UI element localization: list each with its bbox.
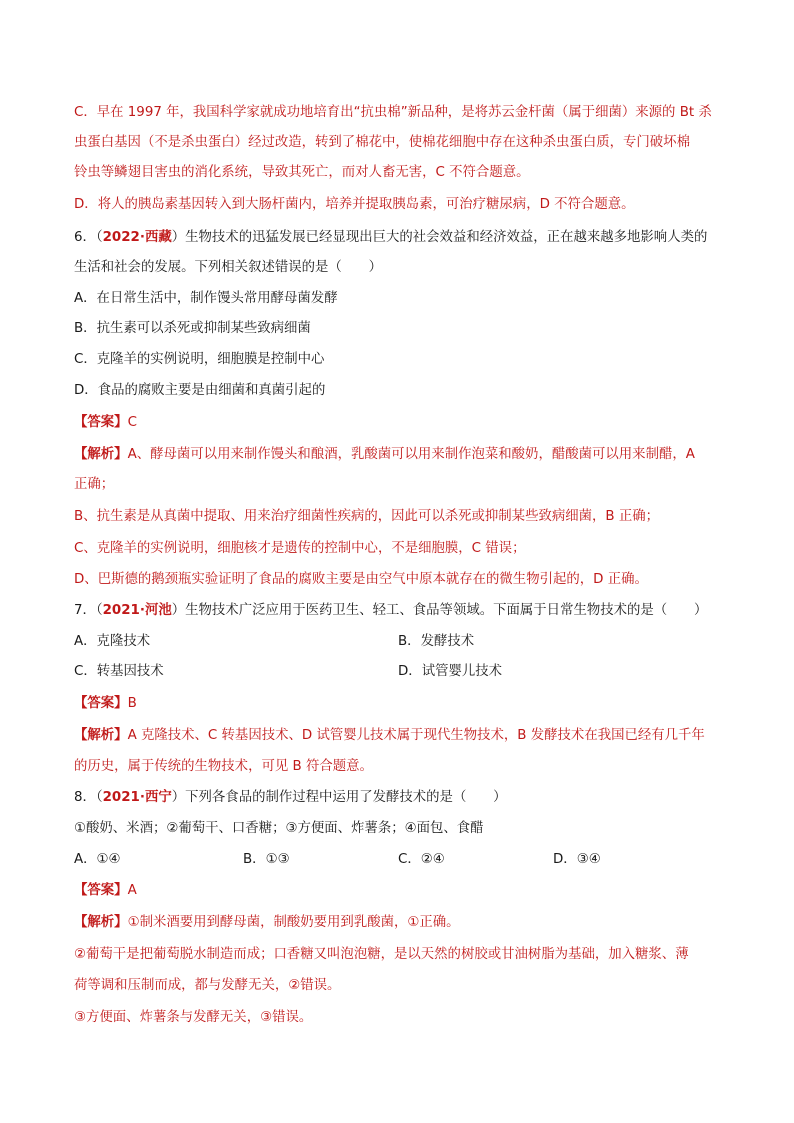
q6-source: 2022·西藏: [102, 230, 172, 245]
q6-answer: [74, 413, 137, 433]
q7-analysis-line1: [74, 726, 705, 746]
q7-analysis-line2: 的历史，属于传统的生物技术，可见 B 符合题意。: [74, 759, 373, 774]
q8-number: 8．（: [74, 790, 103, 805]
q8-option-c: C．②④: [398, 852, 445, 867]
answer-label: 【答案】: [74, 883, 128, 898]
q8-option-d: D．③④: [553, 852, 601, 867]
analysis-text: A、酵母菌可以用来制作馒头和酿酒，乳酸菌可以用来制作泡菜和酸奶，醋酸菌可以用来制醋，A: [127, 447, 695, 462]
q8-option-a: A．①④: [74, 852, 121, 867]
answer-label: 【答案】: [74, 696, 128, 711]
analysis-text: A 克隆技术、C 转基因技术、D 试管婴儿技术属于现代生物技术，B 发酵技术在我国已经有几千年: [127, 728, 705, 743]
q6-analysis-line2: 正确；: [74, 477, 115, 492]
analysis-label: 【解析】: [74, 915, 128, 930]
analysis-text: ①制米酒要用到酵母菌，制酸奶要用到乳酸菌，①正确。: [127, 915, 460, 930]
q6-analysis-line1: [74, 445, 695, 465]
q6-option-c: C．克隆羊的实例说明，细胞膜是控制中心: [74, 352, 325, 367]
q6-analysis-line3: B、抗生素是从真菌中提取、用来治疗细菌性疾病的，因此可以杀死或抑制某些致病细菌，B 正确；: [74, 509, 660, 524]
q6-analysis-line5: D、巴斯德的鹅颈瓶实验证明了食品的腐败主要是由空气中原本就存在的微生物引起的，D 正确。: [74, 572, 648, 587]
q8-stem: [74, 788, 507, 808]
q6-stem-text: ）生物技术的迅猛发展已经显现出巨大的社会效益和经济效益，正在越来越多地影响人类的: [171, 230, 708, 245]
q5-option-c-line2: 虫蛋白基因（不是杀虫蛋白）经过改造，转到了棉花中，使棉花细胞中存在这种杀虫蛋白质，专门破坏棉: [74, 135, 690, 150]
q7-option-d: D．试管婴儿技术: [398, 664, 503, 679]
analysis-label: 【解析】: [74, 447, 128, 462]
q7-stem-text: ）生物技术广泛应用于医药卫生、轻工、食品等领域。下面属于日常生物技术的是（ ）: [171, 603, 708, 618]
q8-answer: [74, 881, 137, 901]
q5-option-d: D．将人的胰岛素基因转入到大肠杆菌内，培养并提取胰岛素，可治疗糖尿病，D 不符合题意。: [74, 197, 635, 212]
q6-option-d: D．食品的腐败主要是由细菌和真菌引起的: [74, 383, 326, 398]
q6-analysis-line4: C、克隆羊的实例说明，细胞核才是遗传的控制中心，不是细胞膜，C 错误；: [74, 541, 526, 556]
q8-source: 2021·西宁: [102, 790, 172, 805]
answer-value: C: [127, 415, 137, 430]
q5-option-c-line3: 铃虫等鳞翅目害虫的消化系统，导致其死亡，而对人畜无害，C 不符合题意。: [74, 165, 530, 180]
q7-option-c: C．转基因技术: [74, 664, 164, 679]
q7-answer: [74, 694, 137, 714]
answer-label: 【答案】: [74, 415, 128, 430]
answer-value: A: [127, 883, 137, 898]
q6-stem-line2: 生活和社会的发展。下列相关叙述错误的是（ ）: [74, 260, 382, 275]
q6-option-b: B．抗生素可以杀死或抑制某些致病细菌: [74, 321, 311, 336]
answer-value: B: [127, 696, 137, 711]
q6-number: 6．（: [74, 230, 103, 245]
q8-option-b: B．①③: [243, 852, 290, 867]
q6-option-a: A．在日常生活中，制作馒头常用酵母菌发酵: [74, 291, 338, 306]
q7-number: 7．（: [74, 603, 103, 618]
q8-analysis-line4: ③方便面、炸薯条与发酵无关，③错误。: [74, 1010, 313, 1025]
q8-analysis-line3: 荷等调和压制而成，都与发酵无关，②错误。: [74, 978, 341, 993]
q6-stem-line1: [74, 228, 707, 248]
q8-analysis-line1: [74, 913, 460, 933]
q5-option-c-line1: C．早在 1997 年，我国科学家就成功地培育出“抗虫棉”新品种，是将苏云金杆菌（属于细菌）来源的 Bt 杀: [74, 105, 712, 120]
q7-option-a: A．克隆技术: [74, 634, 151, 649]
q7-source: 2021·河池: [102, 603, 172, 618]
q8-stem-text: ）下列各食品的制作过程中运用了发酵技术的是（ ）: [171, 790, 507, 805]
q8-analysis-line2: ②葡萄干是把葡萄脱水制造而成；口香糖又叫泡泡糖，是以天然的树胶或甘油树脂为基础，加入糖浆、薄: [74, 947, 689, 962]
q8-items: ①酸奶、米酒；②葡萄干、口香糖；③方便面、炸薯条；④面包、食醋: [74, 821, 484, 836]
q7-stem: [74, 601, 707, 621]
analysis-label: 【解析】: [74, 728, 128, 743]
q7-option-b: B．发酵技术: [398, 634, 475, 649]
